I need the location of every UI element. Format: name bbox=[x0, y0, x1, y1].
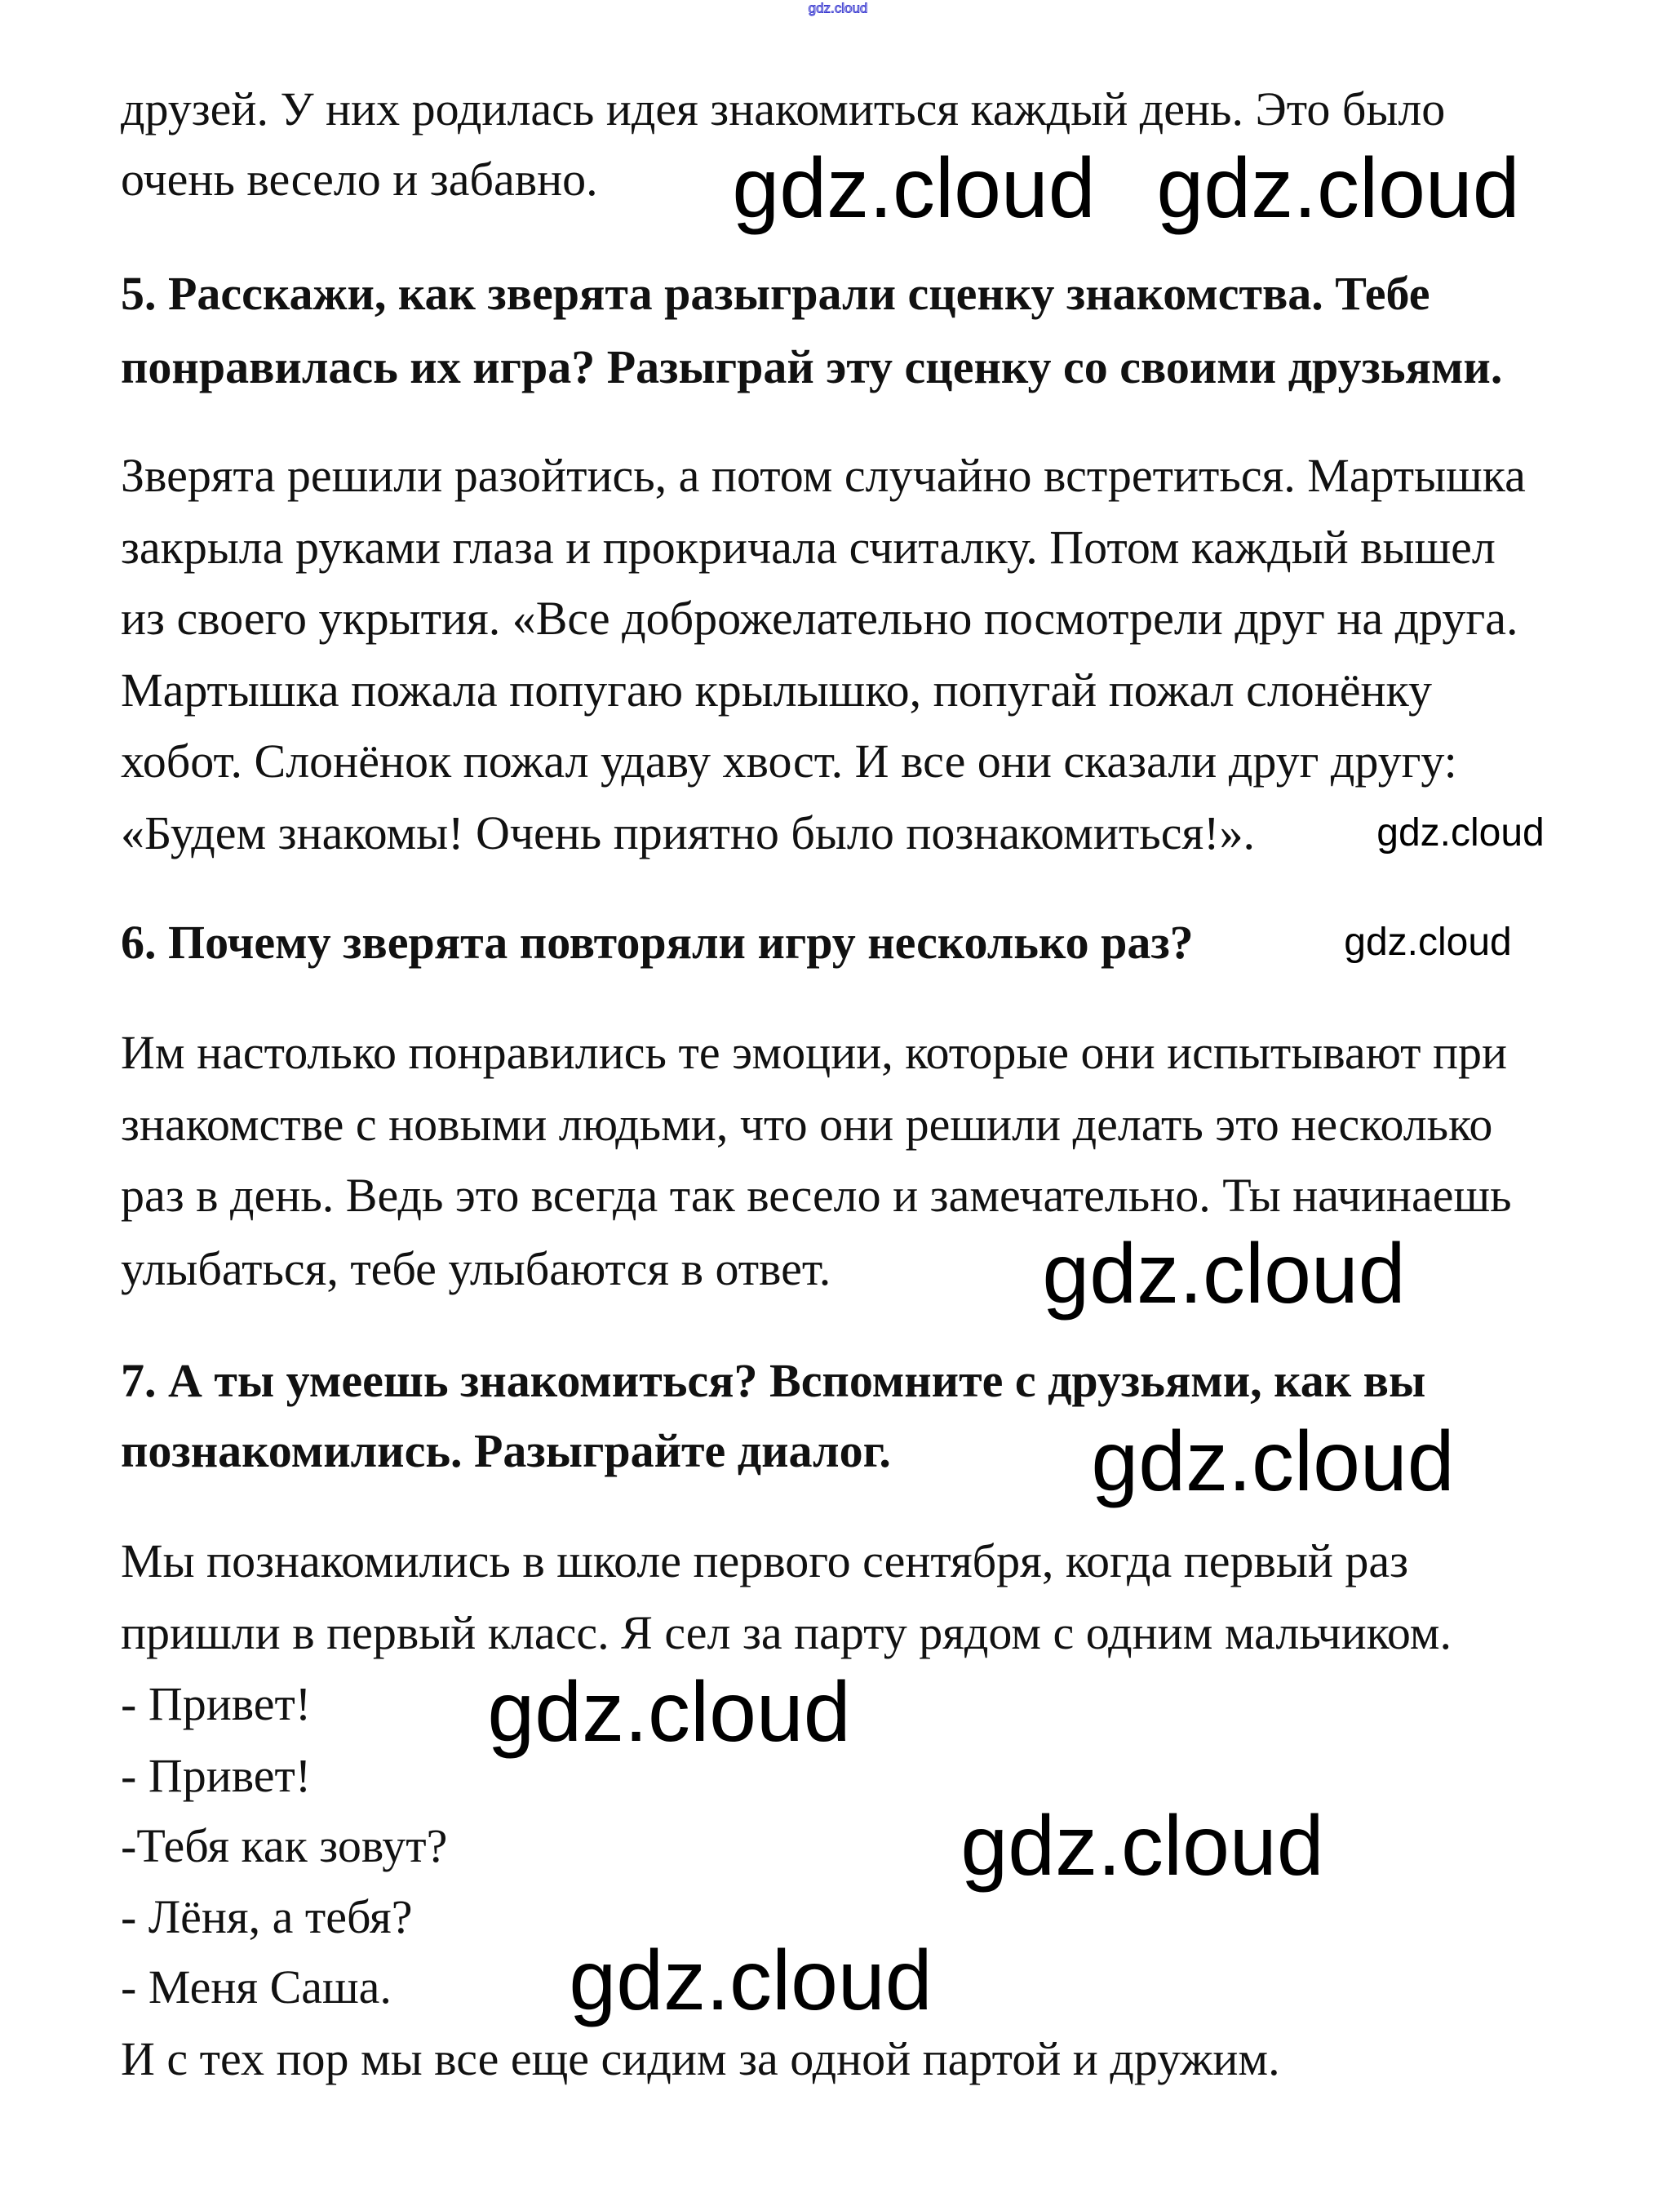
text-line: хобот. Слонёнок пожал удаву хвост. И все они сказали друг другу: bbox=[121, 735, 1457, 788]
dialog-line: -Тебя как зовут? bbox=[121, 1819, 448, 1872]
text-line: друзей. У них родилась идея знакомиться каждый день. Это было bbox=[121, 82, 1446, 135]
question-line: 5. Расскажи, как зверята разыграли сценку знакомства. Тебе bbox=[121, 267, 1430, 320]
text-line: улыбаться, тебе улыбаются в ответ. bbox=[121, 1242, 831, 1295]
text-line: Мартышка пожала попугаю крылышко, попугай пожал слонёнку bbox=[121, 664, 1432, 717]
text-line: закрыла руками глаза и прокричала считалку. Потом каждый вышел bbox=[121, 521, 1496, 574]
text-line: И с тех пор мы все еще сидим за одной партой и дружим. bbox=[121, 2032, 1280, 2085]
dialog-line: - Меня Саша. bbox=[121, 1960, 392, 2013]
top-watermark: gdz.cloud bbox=[808, 0, 868, 16]
watermark: gdz.cloud bbox=[1042, 1227, 1406, 1321]
watermark: gdz.cloud bbox=[487, 1665, 851, 1760]
dialog-line: - Привет! bbox=[121, 1749, 312, 1802]
dialog-line: - Привет! bbox=[121, 1677, 312, 1730]
watermark: gdz.cloud bbox=[732, 141, 1096, 236]
text-line: «Будем знакомы! Очень приятно было познакомиться!». bbox=[121, 806, 1255, 859]
text-line: из своего укрытия. «Все доброжелательно посмотрели друг на друга. bbox=[121, 592, 1518, 645]
watermark: gdz.cloud bbox=[1156, 141, 1520, 236]
dialog-line: - Лёня, а тебя? bbox=[121, 1890, 413, 1943]
text-line: Им настолько понравились те эмоции, которые они испытывают при bbox=[121, 1026, 1508, 1079]
watermark: gdz.cloud bbox=[1344, 921, 1512, 964]
text-line: Мы познакомились в школе первого сентября, когда первый раз bbox=[121, 1534, 1409, 1587]
text-line: знакомстве с новыми людьми, что они решили делать это несколько bbox=[121, 1098, 1493, 1151]
question-line: понравилась их игра? Разыграй эту сценку со своими друзьями. bbox=[121, 340, 1503, 393]
question-line: 7. А ты умеешь знакомиться? Вспомните с друзьями, как вы bbox=[121, 1354, 1426, 1407]
question-line: познакомились. Разыграйте диалог. bbox=[121, 1424, 891, 1477]
text-line: раз в день. Ведь это всегда так весело и замечательно. Ты начинаешь bbox=[121, 1169, 1512, 1222]
text-line: Зверята решили разойтись, а потом случайно встретиться. Мартышка bbox=[121, 449, 1526, 502]
watermark: gdz.cloud bbox=[1376, 811, 1545, 855]
text-line: очень весело и забавно. bbox=[121, 153, 598, 206]
text-line: пришли в первый класс. Я сел за парту рядом с одним мальчиком. bbox=[121, 1606, 1452, 1659]
watermark: gdz.cloud bbox=[569, 1933, 933, 2028]
question-line: 6. Почему зверята повторяли игру несколько раз? bbox=[121, 916, 1194, 969]
watermark: gdz.cloud bbox=[960, 1799, 1324, 1893]
watermark: gdz.cloud bbox=[1091, 1414, 1455, 1509]
